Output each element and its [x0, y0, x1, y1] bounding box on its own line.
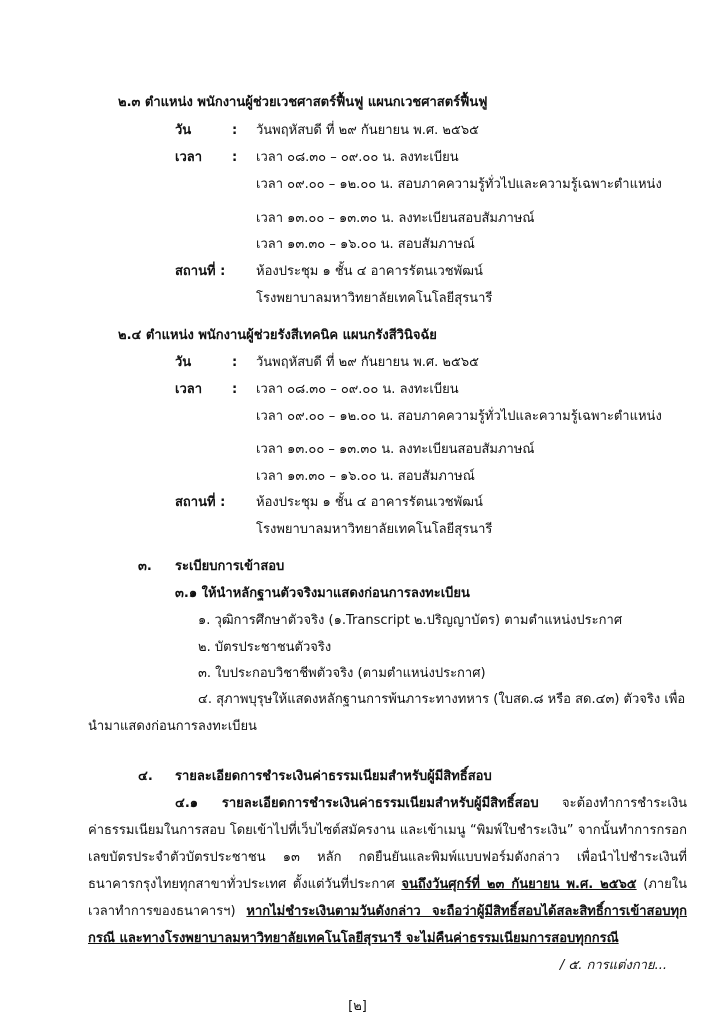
- warning-text: หากไม่ชำระเงินตามวันดังกล่าว จะถือว่าผู้มีสิทธิ์สอบได้สละสิทธิ์การเข้าสอบทุก: [246, 904, 687, 919]
- time-slot-4: เวลา ๑๓.๓๐ – ๑๖.๐๐ น. สอบสัมภาษณ์: [256, 469, 475, 484]
- place-line-1: ห้องประชุม ๑ ชั้น ๔ อาคารรัตนเวชพัฒน์: [256, 495, 483, 510]
- time-slot-1: เวลา ๐๘.๓๐ – ๐๙.๐๐ น. ลงทะเบียน: [256, 382, 459, 397]
- list-item-continuation: นำมาแสดงก่อนการลงทะเบียน: [88, 719, 257, 734]
- place-label: สถานที่ :: [175, 495, 226, 510]
- paragraph-text: เวลาทำการของธนาคารฯ): [88, 904, 247, 919]
- place-line-1: ห้องประชุม ๑ ชั้น ๔ อาคารรัตนเวชพัฒน์: [256, 264, 483, 279]
- paragraph-text: ธนาคารกรุงไทยทุกสาขาทั่วประเทศ ตั้งแต่วันที่ประกาศ: [88, 877, 402, 892]
- section-4-1-lead: ๔.๑ รายละเอียดการชำระเงินค่าธรรมเนียมสำหรับผู้มีสิทธิ์สอบ: [175, 796, 539, 811]
- warning-text: กรณี และทางโรงพยาบาลมหาวิทยาลัยเทคโนโลยีสุรนารี จะไม่คืนค่าธรรมเนียมการสอบทุกกรณี: [88, 931, 619, 946]
- list-item: ๓. ใบประกอบวิชาชีพตัวจริง (ตามตำแหน่งประกาศ): [198, 666, 486, 681]
- day-colon: :: [232, 123, 238, 138]
- place-line-2: โรงพยาบาลมหาวิทยาลัยเทคโนโลยีสุรนารี: [256, 291, 493, 306]
- paragraph-text: จะต้องทำการชำระเงิน: [538, 796, 687, 811]
- list-item: ๔. สุภาพบุรุษให้แสดงหลักฐานการพ้นภาระทางทหาร (ใบสด.๘ หรือ สด.๔๓) ตัวจริง เพื่อ: [198, 692, 686, 707]
- day-value: วันพฤหัสบดี ที่ ๒๙ กันยายน พ.ศ. ๒๕๖๕: [256, 123, 479, 138]
- time-slot-3: เวลา ๑๓.๐๐ – ๑๓.๓๐ น. ลงทะเบียนสอบสัมภาษณ์: [256, 211, 535, 226]
- paragraph-line: [175, 795, 687, 813]
- time-slot-4: เวลา ๑๓.๓๐ – ๑๖.๐๐ น. สอบสัมภาษณ์: [256, 237, 475, 252]
- time-slot-1: เวลา ๐๘.๓๐ – ๐๙.๐๐ น. ลงทะเบียน: [256, 150, 459, 165]
- place-label: สถานที่ :: [175, 264, 226, 279]
- list-item: ๑. วุฒิการศึกษาตัวจริง (๑.Transcript ๒.ปริญญาบัตร) ตามตำแหน่งประกาศ: [198, 613, 623, 628]
- deadline-text: จนถึงวันศุกร์ที่ ๒๓ กันยายน พ.ศ. ๒๕๖๕: [401, 877, 637, 892]
- paragraph-line: [88, 876, 687, 894]
- time-slot-2: เวลา ๐๙.๐๐ – ๑๒.๐๐ น. สอบภาคความรู้ทั่วไปและความรู้เฉพาะตำแหน่ง: [256, 409, 662, 424]
- day-colon: :: [232, 355, 238, 370]
- section-3-number: ๓.: [138, 559, 152, 574]
- paragraph-line: เลขบัตรประจำตัวบัตรประชาชน ๑๓ หลัก กดยืนยันและพิมพ์แบบฟอร์มดังกล่าว เพื่อนำไปชำระเงินที่: [88, 850, 687, 865]
- paragraph-line: ค่าธรรมเนียมในการสอบ โดยเข้าไปที่เว็บไซต์สมัครงาน และเข้าเมนู “พิมพ์ใบชำระเงิน” จากนั้นทำการกรอก: [88, 823, 687, 838]
- section-2-4-heading: ๒.๔ ตำแหน่ง พนักงานผู้ช่วยรังสีเทคนิค แผนกรังสีวินิจฉัย: [118, 328, 437, 343]
- time-slot-2: เวลา ๐๙.๐๐ – ๑๒.๐๐ น. สอบภาคความรู้ทั่วไปและความรู้เฉพาะตำแหน่ง: [256, 177, 662, 192]
- day-label: วัน: [175, 355, 192, 370]
- continuation-note: / ๕. การแต่งกาย...: [559, 958, 667, 973]
- section-2-3-heading: ๒.๓ ตำแหน่ง พนักงานผู้ช่วยเวชศาสตร์ฟื้นฟู แผนกเวชศาสตร์ฟื้นฟู: [118, 95, 488, 110]
- section-4-number: ๔.: [138, 769, 153, 784]
- section-4-heading: รายละเอียดการชำระเงินค่าธรรมเนียมสำหรับผู้มีสิทธิ์สอบ: [175, 769, 492, 784]
- list-item: ๒. บัตรประชาชนตัวจริง: [198, 640, 332, 655]
- time-slot-3: เวลา ๑๓.๐๐ – ๑๓.๓๐ น. ลงทะเบียนสอบสัมภาษณ์: [256, 442, 535, 457]
- section-3-1-heading: ๓.๑ ให้นำหลักฐานตัวจริงมาแสดงก่อนการลงทะเบียน: [175, 586, 470, 601]
- time-label: เวลา: [175, 382, 203, 397]
- paragraph-line: [88, 903, 687, 921]
- page-number: [๒]: [348, 999, 367, 1014]
- place-line-2: โรงพยาบาลมหาวิทยาลัยเทคโนโลยีสุรนารี: [256, 522, 493, 537]
- time-label: เวลา: [175, 150, 203, 165]
- section-3-heading: ระเบียบการเข้าสอบ: [175, 559, 285, 574]
- day-label: วัน: [175, 123, 192, 138]
- time-colon: :: [232, 382, 238, 397]
- time-colon: :: [232, 150, 238, 165]
- paragraph-text: (ภายใน: [636, 877, 687, 892]
- day-value: วันพฤหัสบดี ที่ ๒๙ กันยายน พ.ศ. ๒๕๖๕: [256, 355, 479, 370]
